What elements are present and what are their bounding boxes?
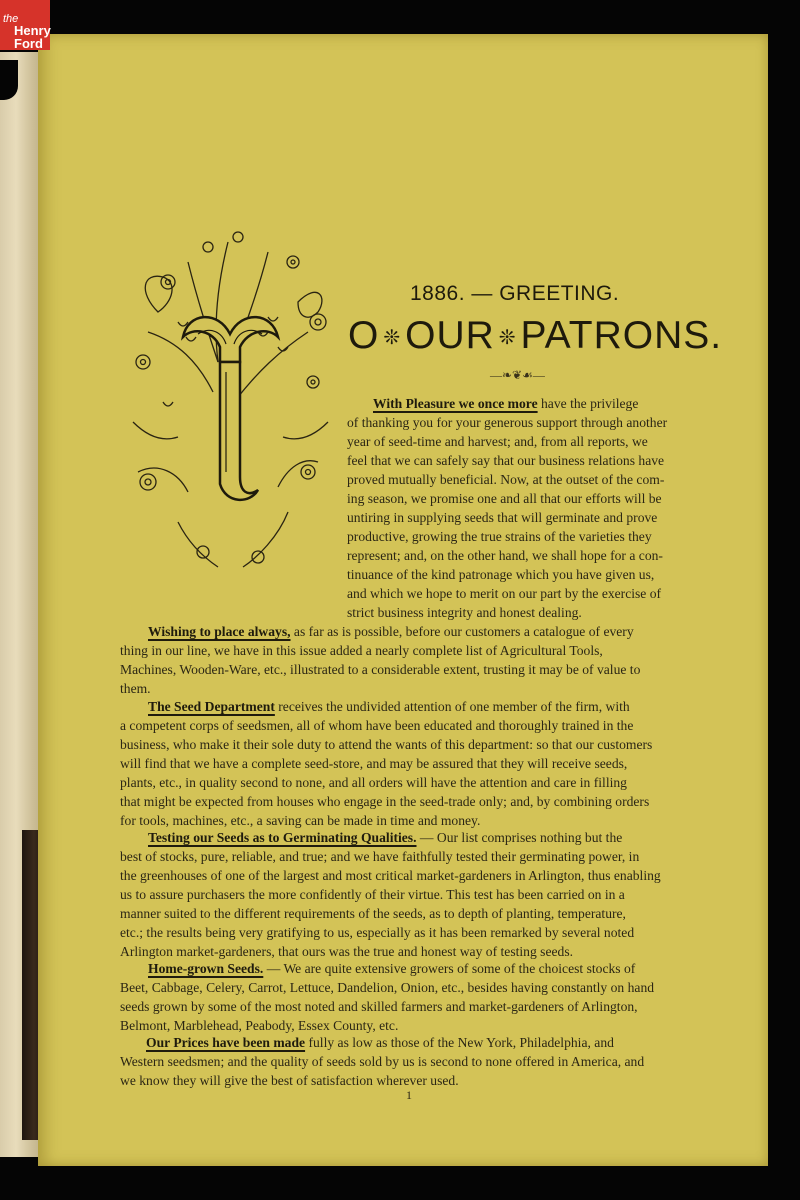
paragraph-1-line: and which we hope to merit on our part by the exercise of bbox=[347, 586, 662, 601]
paragraph-4-line-1: Testing our Seeds as to Germinating Qualities. — Our list comprises nothing but the bbox=[148, 830, 623, 845]
paragraph-5-line-1: Home-grown Seeds. — We are quite extensive growers of some of the choicest stocks of bbox=[148, 961, 636, 976]
page-number: 1 bbox=[406, 1088, 412, 1102]
paragraph-3-lead: The Seed Department bbox=[148, 699, 275, 714]
paragraph-6-line: we know they will give the best of satisfaction wherever used. bbox=[120, 1073, 459, 1088]
ornament-divider-icon: —❧❦☙— bbox=[490, 368, 545, 382]
paragraph-4-line: etc.; the results being very gratifying to us, especially as it has been remarked by several noted bbox=[120, 925, 635, 940]
paragraph-3-line: business, who make it their sole duty to attend the wants of this department: so that our customers bbox=[120, 737, 653, 752]
paragraph-1-line: year of seed-time and harvest; and, from all reports, we bbox=[347, 434, 648, 449]
paragraph-6-line: Western seedsmen; and the quality of seeds sold by us is second to none offered in America, and bbox=[120, 1054, 645, 1069]
paragraph-2-line: thing in our line, we have in this issue added a nearly complete list of Agricultural Tools, bbox=[120, 643, 603, 658]
paragraph-2-line: Machines, Wooden-Ware, etc., illustrated to a considerable extent, trusting it may be of value to bbox=[120, 662, 641, 677]
paragraph-4-line: the greenhouses of one of the largest and most critical market-gardeners in Arlington, thus enabling bbox=[120, 868, 661, 883]
paragraph-1-line: tinuance of the kind patronage which you have given us, bbox=[347, 567, 655, 582]
paragraph-3-line-1: The Seed Department receives the undivided attention of one member of the firm, with bbox=[148, 699, 630, 714]
paragraph-1-line-1: With Pleasure we once more have the privilege bbox=[373, 396, 639, 411]
paragraph-1-line: strict business integrity and honest dealing. bbox=[347, 605, 582, 620]
paragraph-4-line: best of stocks, pure, reliable, and true; and we have faithfully tested their germinating power, in bbox=[120, 849, 640, 864]
title-word-1: O bbox=[348, 314, 380, 357]
paragraph-3-line: plants, etc., in quality second to none, and all orders will have the attention and care in filling bbox=[120, 775, 627, 790]
paragraph-1-line: productive, growing the true strains of the varieties they bbox=[347, 529, 652, 544]
logo-line-2: Henry bbox=[14, 23, 51, 38]
logo-line-1: the bbox=[3, 13, 19, 25]
paragraph-2-line: them. bbox=[120, 681, 151, 696]
flower-dot-icon: ❊ bbox=[383, 327, 402, 350]
header-title bbox=[348, 314, 722, 358]
logo-line-3: Ford bbox=[14, 36, 43, 51]
paragraph-1-lead: With Pleasure we once more bbox=[373, 396, 538, 411]
spine-tear bbox=[0, 60, 18, 100]
paragraph-3-line: that might be expected from houses who engage in the seed-trade only; and, by combining orders bbox=[120, 794, 650, 809]
paragraph-3-line: will find that we have a complete seed-store, and may be assured that they will receive seeds, bbox=[120, 756, 628, 771]
paragraph-6-lead: Our Prices have been made bbox=[146, 1035, 306, 1050]
flower-dot-icon: ❊ bbox=[498, 327, 517, 350]
paragraph-4-line: manner suited to the different requirements of the seeds, as to depth of planting, temperature, bbox=[120, 906, 626, 921]
paragraph-1-line: represent; and, on the other hand, we shall hope for a con- bbox=[347, 548, 663, 563]
header-year-greeting: 1886. — GREETING. bbox=[410, 282, 620, 305]
paragraph-1-line: untiring in supplying seeds that will germinate and prove bbox=[347, 510, 658, 525]
paragraph-2-line-1: Wishing to place always, as far as is possible, before our customers a catalogue of every bbox=[148, 624, 634, 639]
paragraph-5-line: seeds grown by some of the most noted and skilled farmers and market-gardeners of Arlington, bbox=[120, 999, 638, 1014]
henry-ford-logo bbox=[0, 0, 50, 50]
paragraph-3-line: for tools, machines, etc., a saving can be made in time and money. bbox=[120, 813, 481, 828]
paragraph-4-line: us to assure purchasers the more confidently of their virtue. This test has been carried on in a bbox=[120, 887, 625, 902]
paragraph-3-line: a competent corps of seedsmen, all of whom have been educated and thoroughly trained in the bbox=[120, 718, 634, 733]
paragraph-4-line: Arlington market-gardeners, that ours was the true and honest way of testing seeds. bbox=[120, 944, 574, 959]
paragraph-5-line: Beet, Cabbage, Celery, Carrot, Lettuce, Dandelion, Onion, etc., besides having constantly on hand bbox=[120, 980, 655, 995]
paragraph-5-line: Belmont, Marblehead, Peabody, Essex County, etc. bbox=[120, 1018, 399, 1033]
paragraph-6-line-1: Our Prices have been made fully as low as those of the New York, Philadelphia, and bbox=[146, 1035, 614, 1050]
paragraph-1-line: feel that we can safely say that our business relations have bbox=[347, 453, 665, 468]
paragraph-1-line: proved mutually beneficial. Now, at the outset of the com- bbox=[347, 472, 665, 487]
paragraph-1-line: ing season, we promise one and all that our efforts will be bbox=[347, 491, 662, 506]
paragraph-2-lead: Wishing to place always, bbox=[148, 624, 291, 639]
paragraph-4-lead: Testing our Seeds as to Germinating Qualities. bbox=[148, 830, 417, 845]
title-word-3: PATRONS. bbox=[520, 314, 723, 357]
floral-initial-t-illustration bbox=[118, 222, 343, 592]
paragraph-1-line: of thanking you for your generous support through another bbox=[347, 415, 668, 430]
title-word-2: OUR bbox=[405, 314, 495, 357]
paragraph-5-lead: Home-grown Seeds. bbox=[148, 961, 264, 976]
